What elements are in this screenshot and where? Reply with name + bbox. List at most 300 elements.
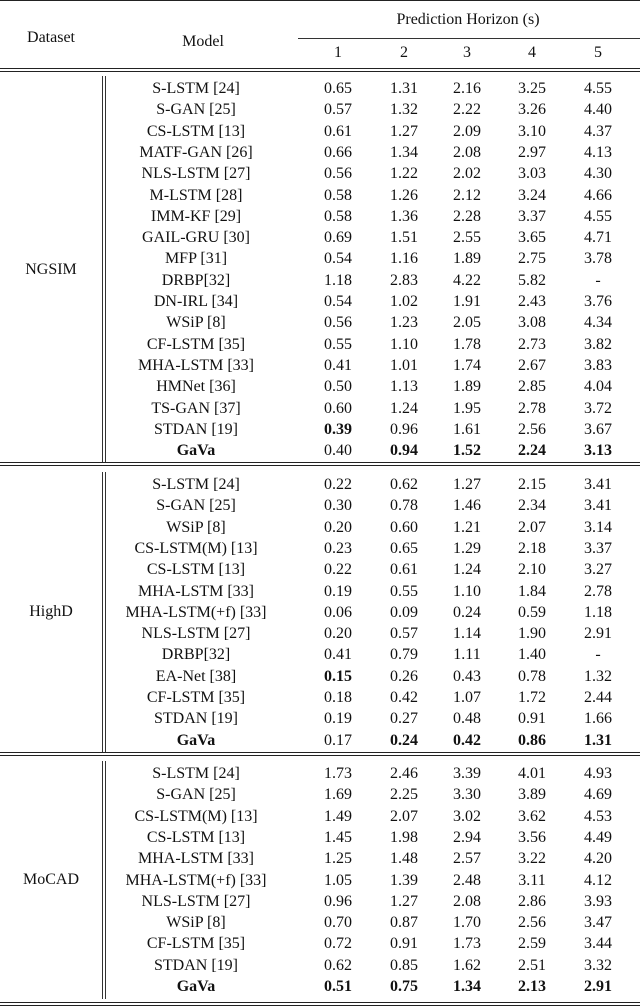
ade-value-5s: 3.32 bbox=[584, 956, 612, 974]
ade-value-5s: 1.18 bbox=[584, 603, 612, 621]
ade-value-1s: 0.19 bbox=[324, 710, 352, 728]
ade-value-1s: 0.39 bbox=[324, 420, 352, 438]
ade-value-3s: 0.42 bbox=[453, 731, 481, 749]
ade-value-2s: 0.91 bbox=[390, 935, 418, 953]
table-row bbox=[0, 708, 640, 729]
model-name: WSiP [8] bbox=[166, 314, 226, 332]
ade-value-5s: - bbox=[595, 646, 601, 664]
ade-value-3s: 1.74 bbox=[453, 356, 481, 374]
ade-value-1s: 0.61 bbox=[324, 122, 352, 140]
model-name: MHA-LSTM [33] bbox=[138, 582, 254, 600]
table-row bbox=[0, 581, 640, 602]
model-name: WSiP [8] bbox=[166, 518, 226, 536]
ade-value-4s: 3.25 bbox=[518, 80, 546, 97]
ade-value-5s: 4.71 bbox=[584, 229, 612, 247]
model-name: S-LSTM [24] bbox=[152, 765, 240, 782]
model-name: STDAN [19] bbox=[154, 420, 238, 438]
ade-value-4s: 2.24 bbox=[518, 442, 546, 460]
ade-value-4s: 3.56 bbox=[518, 828, 546, 846]
section-rule bbox=[0, 462, 640, 466]
ade-value-2s: 2.07 bbox=[390, 807, 418, 825]
table-row bbox=[0, 312, 640, 333]
table-row bbox=[0, 227, 640, 248]
model-name: GaVa bbox=[176, 442, 216, 460]
ade-value-1s: 0.20 bbox=[324, 518, 352, 536]
model-name: S-LSTM [24] bbox=[152, 476, 240, 493]
ade-value-2s: 1.51 bbox=[390, 229, 418, 247]
ade-value-3s: 2.22 bbox=[453, 101, 481, 119]
ade-value-5s: 4.40 bbox=[584, 101, 612, 119]
table-row bbox=[0, 355, 640, 376]
ade-value-3s: 2.08 bbox=[453, 143, 481, 161]
table-row bbox=[0, 78, 640, 99]
ade-value-3s: 2.08 bbox=[453, 892, 481, 910]
table-row bbox=[0, 185, 640, 206]
ade-value-2s: 1.98 bbox=[390, 828, 418, 846]
table-row bbox=[0, 121, 640, 142]
ade-value-5s: 4.13 bbox=[584, 143, 612, 161]
table-row bbox=[0, 827, 640, 848]
ade-value-2s: 0.55 bbox=[390, 582, 418, 600]
ade-value-5s: 3.47 bbox=[584, 914, 612, 932]
ade-value-3s: 1.62 bbox=[453, 956, 481, 974]
ade-value-3s: 2.16 bbox=[453, 80, 481, 97]
ade-value-2s: 2.46 bbox=[390, 765, 418, 782]
ade-value-4s: 2.59 bbox=[518, 935, 546, 953]
ade-value-1s: 0.15 bbox=[324, 667, 352, 685]
dataset-label: NGSIM bbox=[25, 260, 77, 278]
model-name: MHA-LSTM(+f) [33] bbox=[125, 871, 267, 889]
ade-value-4s: 2.86 bbox=[518, 892, 546, 910]
ade-value-4s: 0.91 bbox=[518, 710, 546, 728]
ade-value-5s: 4.37 bbox=[584, 122, 612, 140]
model-name: MHA-LSTM [33] bbox=[138, 356, 254, 374]
ade-value-3s: 1.78 bbox=[453, 335, 481, 353]
ade-value-5s: 4.34 bbox=[584, 314, 612, 332]
ade-value-4s: 2.56 bbox=[518, 420, 546, 438]
ade-value-1s: 1.18 bbox=[324, 271, 352, 289]
table-row bbox=[0, 270, 640, 291]
model-name: HMNet [36] bbox=[156, 378, 236, 396]
table-row bbox=[0, 291, 640, 312]
ade-value-4s: 2.15 bbox=[518, 476, 546, 493]
ade-value-5s: 3.44 bbox=[584, 935, 612, 953]
ade-value-2s: 0.57 bbox=[390, 625, 418, 643]
table-row bbox=[0, 474, 640, 495]
model-name: CS-LSTM [13] bbox=[146, 561, 246, 579]
ade-value-5s: 1.66 bbox=[584, 710, 612, 728]
ade-value-3s: 4.22 bbox=[453, 271, 481, 289]
ade-value-2s: 1.16 bbox=[390, 250, 418, 268]
ade-value-2s: 1.27 bbox=[390, 892, 418, 910]
ade-value-1s: 0.51 bbox=[324, 978, 352, 995]
ade-value-4s: 0.86 bbox=[518, 731, 546, 749]
table-row bbox=[0, 933, 640, 954]
ade-value-4s: 4.01 bbox=[518, 765, 546, 782]
ade-value-4s: 3.24 bbox=[518, 186, 546, 204]
table-row bbox=[0, 763, 640, 784]
table-row bbox=[0, 248, 640, 269]
ade-value-2s: 0.09 bbox=[390, 603, 418, 621]
ade-value-1s: 0.57 bbox=[324, 101, 352, 119]
ade-value-3s: 1.73 bbox=[453, 935, 481, 953]
model-name: CS-LSTM(M) [13] bbox=[134, 539, 258, 557]
ade-value-2s: 0.26 bbox=[390, 667, 418, 685]
ade-value-5s: 3.14 bbox=[584, 518, 612, 536]
ade-value-5s: 3.13 bbox=[584, 442, 612, 460]
ade-value-2s: 0.27 bbox=[390, 710, 418, 728]
table-row bbox=[0, 440, 640, 461]
ade-value-1s: 0.20 bbox=[324, 625, 352, 643]
header-horizon-3: 3 bbox=[463, 44, 471, 61]
ade-value-1s: 0.72 bbox=[324, 935, 352, 953]
ade-value-2s: 1.31 bbox=[390, 80, 418, 97]
ade-value-1s: 0.22 bbox=[324, 476, 352, 493]
model-name: TS-GAN [37] bbox=[151, 399, 241, 417]
model-name: CS-LSTM(M) [13] bbox=[134, 807, 258, 825]
ade-value-3s: 3.39 bbox=[453, 765, 481, 782]
ade-value-4s: 1.72 bbox=[518, 689, 546, 706]
model-name: M-LSTM [28] bbox=[149, 186, 243, 204]
table-row bbox=[0, 784, 640, 805]
ade-value-3s: 0.24 bbox=[453, 603, 481, 621]
model-name: MATF-GAN [26] bbox=[139, 143, 253, 161]
model-name: CF-LSTM [35] bbox=[146, 689, 246, 706]
ade-value-4s: 3.65 bbox=[518, 229, 546, 247]
ade-value-2s: 1.34 bbox=[390, 143, 418, 161]
ade-value-2s: 1.39 bbox=[390, 871, 418, 889]
ade-value-3s: 1.29 bbox=[453, 539, 481, 557]
model-name: IMM-KF [29] bbox=[150, 207, 242, 225]
ade-value-4s: 2.67 bbox=[518, 356, 546, 374]
dataset-label: MoCAD bbox=[22, 871, 79, 889]
bottom-rule bbox=[0, 1002, 640, 1006]
ade-value-3s: 2.09 bbox=[453, 122, 481, 140]
ade-value-2s: 0.85 bbox=[390, 956, 418, 974]
ade-value-4s: 2.34 bbox=[518, 497, 546, 515]
ade-value-2s: 1.13 bbox=[390, 378, 418, 396]
ade-value-3s: 1.34 bbox=[453, 978, 481, 995]
table-row bbox=[0, 99, 640, 120]
ade-value-5s: 4.55 bbox=[584, 80, 612, 97]
table-header bbox=[0, 0, 640, 67]
ade-value-4s: 2.07 bbox=[518, 518, 546, 536]
model-name: DRBP[32] bbox=[161, 271, 231, 289]
ade-value-1s: 0.70 bbox=[324, 914, 352, 932]
ade-value-2s: 0.42 bbox=[390, 689, 418, 706]
ade-value-3s: 1.95 bbox=[453, 399, 481, 417]
model-name: STDAN [19] bbox=[154, 710, 238, 728]
model-name: MHA-LSTM(+f) [33] bbox=[125, 603, 267, 621]
header-horizon-2: 2 bbox=[400, 44, 408, 61]
table-row bbox=[0, 495, 640, 516]
ade-value-1s: 0.69 bbox=[324, 229, 352, 247]
ade-value-4s: 2.51 bbox=[518, 956, 546, 974]
ade-value-3s: 1.46 bbox=[453, 497, 481, 515]
section-rule bbox=[0, 68, 640, 72]
ade-value-3s: 1.21 bbox=[453, 518, 481, 536]
ade-value-5s: 3.41 bbox=[584, 476, 612, 493]
ade-value-4s: 3.22 bbox=[518, 850, 546, 868]
ade-value-1s: 0.65 bbox=[324, 80, 352, 97]
table-row bbox=[0, 376, 640, 397]
ade-value-5s: 2.78 bbox=[584, 582, 612, 600]
ade-value-4s: 2.18 bbox=[518, 539, 546, 557]
ade-value-3s: 2.12 bbox=[453, 186, 481, 204]
ade-value-2s: 0.62 bbox=[390, 476, 418, 493]
table-row bbox=[0, 666, 640, 687]
ade-value-3s: 1.89 bbox=[453, 250, 481, 268]
ade-value-1s: 0.96 bbox=[324, 892, 352, 910]
ade-value-1s: 0.41 bbox=[324, 646, 352, 664]
model-name: DN-IRL [34] bbox=[153, 293, 239, 310]
ade-value-5s: 3.82 bbox=[584, 335, 612, 353]
ade-value-4s: 2.78 bbox=[518, 399, 546, 417]
ade-value-4s: 0.59 bbox=[518, 603, 546, 621]
ade-value-1s: 0.50 bbox=[324, 378, 352, 396]
ade-value-5s: 3.76 bbox=[584, 293, 612, 310]
model-name: S-GAN [25] bbox=[156, 101, 236, 119]
ade-value-2s: 0.78 bbox=[390, 497, 418, 515]
ade-value-5s: 3.93 bbox=[584, 892, 612, 910]
ade-value-4s: 3.62 bbox=[518, 807, 546, 825]
ade-value-4s: 1.90 bbox=[518, 625, 546, 643]
model-name: S-LSTM [24] bbox=[152, 80, 240, 97]
ade-value-5s: 3.83 bbox=[584, 356, 612, 374]
ade-value-5s: - bbox=[595, 271, 601, 289]
model-name: GAIL-GRU [30] bbox=[142, 229, 250, 247]
table-row bbox=[0, 206, 640, 227]
ade-value-1s: 0.18 bbox=[324, 689, 352, 706]
ade-value-2s: 0.60 bbox=[390, 518, 418, 536]
ade-value-2s: 1.32 bbox=[390, 101, 418, 119]
ade-value-2s: 0.24 bbox=[390, 731, 418, 749]
ade-value-1s: 1.49 bbox=[324, 807, 352, 825]
table-row bbox=[0, 559, 640, 580]
model-name: NLS-LSTM [27] bbox=[141, 892, 251, 910]
ade-value-4s: 3.37 bbox=[518, 207, 546, 225]
ade-value-3s: 1.70 bbox=[453, 914, 481, 932]
table-row bbox=[0, 870, 640, 891]
ade-value-5s: 2.91 bbox=[584, 625, 612, 643]
ade-value-2s: 0.94 bbox=[390, 442, 418, 460]
header-horizon-4: 4 bbox=[528, 44, 536, 61]
ade-value-3s: 2.05 bbox=[453, 314, 481, 332]
ade-value-1s: 0.55 bbox=[324, 335, 352, 353]
section-rule bbox=[0, 752, 640, 756]
table-row bbox=[0, 687, 640, 708]
ade-value-1s: 1.69 bbox=[324, 786, 352, 804]
ade-value-2s: 1.22 bbox=[390, 165, 418, 183]
ade-value-4s: 2.75 bbox=[518, 250, 546, 268]
ade-value-5s: 3.67 bbox=[584, 420, 612, 438]
model-name: GaVa bbox=[176, 978, 216, 995]
ade-value-5s: 4.04 bbox=[584, 378, 612, 396]
model-name: S-GAN [25] bbox=[156, 786, 236, 804]
ade-value-4s: 1.84 bbox=[518, 582, 546, 600]
dataset-label: HighD bbox=[29, 603, 73, 621]
ade-value-1s: 0.66 bbox=[324, 143, 352, 161]
header-dataset: Dataset bbox=[27, 29, 75, 46]
ade-value-3s: 2.48 bbox=[453, 871, 481, 889]
header-rule bbox=[298, 38, 640, 39]
table-row bbox=[0, 398, 640, 419]
ade-value-4s: 2.43 bbox=[518, 293, 546, 310]
ade-value-5s: 3.78 bbox=[584, 250, 612, 268]
header-prediction-horizon: Prediction Horizon (s) bbox=[396, 11, 540, 28]
ade-value-4s: 2.73 bbox=[518, 335, 546, 353]
ade-value-2s: 2.25 bbox=[390, 786, 418, 804]
table-row bbox=[0, 891, 640, 912]
ade-value-3s: 2.57 bbox=[453, 850, 481, 868]
ade-value-2s: 0.75 bbox=[390, 978, 418, 995]
ade-value-3s: 1.61 bbox=[453, 420, 481, 438]
table-row bbox=[0, 806, 640, 827]
table-row bbox=[0, 419, 640, 440]
ade-value-1s: 1.05 bbox=[324, 871, 352, 889]
ade-value-1s: 1.73 bbox=[324, 765, 352, 782]
ade-value-3s: 2.28 bbox=[453, 207, 481, 225]
ade-value-5s: 4.66 bbox=[584, 186, 612, 204]
ade-value-2s: 1.23 bbox=[390, 314, 418, 332]
ade-value-4s: 3.89 bbox=[518, 786, 546, 804]
ade-value-5s: 4.53 bbox=[584, 807, 612, 825]
ade-value-5s: 4.93 bbox=[584, 765, 612, 782]
model-name: CS-LSTM [13] bbox=[146, 122, 246, 140]
ade-value-2s: 1.26 bbox=[390, 186, 418, 204]
ade-value-1s: 0.58 bbox=[324, 207, 352, 225]
ade-value-3s: 1.14 bbox=[453, 625, 481, 643]
header-horizon-1: 1 bbox=[334, 44, 342, 61]
ade-value-4s: 2.56 bbox=[518, 914, 546, 932]
ade-value-3s: 0.43 bbox=[453, 667, 481, 685]
ade-value-2s: 0.79 bbox=[390, 646, 418, 664]
ade-value-4s: 1.40 bbox=[518, 646, 546, 664]
ade-value-5s: 4.30 bbox=[584, 165, 612, 183]
model-name: MFP [31] bbox=[164, 250, 228, 268]
ade-value-1s: 0.54 bbox=[324, 250, 352, 268]
ade-value-2s: 1.48 bbox=[390, 850, 418, 868]
ade-value-4s: 3.08 bbox=[518, 314, 546, 332]
ade-value-5s: 3.37 bbox=[584, 539, 612, 557]
ade-value-1s: 0.56 bbox=[324, 165, 352, 183]
ade-value-3s: 2.55 bbox=[453, 229, 481, 247]
ade-value-2s: 1.01 bbox=[390, 356, 418, 374]
ade-value-4s: 3.11 bbox=[518, 871, 546, 889]
ade-value-4s: 5.82 bbox=[518, 271, 546, 289]
ade-value-5s: 2.44 bbox=[584, 689, 612, 706]
ade-value-3s: 1.89 bbox=[453, 378, 481, 396]
ade-value-2s: 1.36 bbox=[390, 207, 418, 225]
table-row bbox=[0, 623, 640, 644]
ade-value-4s: 3.26 bbox=[518, 101, 546, 119]
ade-value-1s: 0.58 bbox=[324, 186, 352, 204]
ade-value-1s: 0.40 bbox=[324, 442, 352, 460]
ade-value-3s: 0.48 bbox=[453, 710, 481, 728]
model-name: CS-LSTM [13] bbox=[146, 828, 246, 846]
ade-value-1s: 0.62 bbox=[324, 956, 352, 974]
ade-value-5s: 4.49 bbox=[584, 828, 612, 846]
ade-value-3s: 3.02 bbox=[453, 807, 481, 825]
ade-value-4s: 2.10 bbox=[518, 561, 546, 579]
ade-value-3s: 1.07 bbox=[453, 689, 481, 706]
table-row bbox=[0, 644, 640, 665]
ade-value-1s: 0.23 bbox=[324, 539, 352, 557]
ade-value-1s: 0.17 bbox=[324, 731, 352, 749]
table-row bbox=[0, 517, 640, 538]
model-name: CF-LSTM [35] bbox=[146, 935, 246, 953]
ade-value-4s: 3.10 bbox=[518, 122, 546, 140]
ade-value-2s: 1.27 bbox=[390, 122, 418, 140]
ade-value-1s: 0.06 bbox=[324, 603, 352, 621]
table-row bbox=[0, 142, 640, 163]
table-row bbox=[0, 848, 640, 869]
table-row bbox=[0, 912, 640, 933]
table-row bbox=[0, 538, 640, 559]
header-model: Model bbox=[182, 33, 224, 50]
ade-value-2s: 1.24 bbox=[390, 399, 418, 417]
model-name: WSiP [8] bbox=[166, 914, 226, 932]
ade-value-1s: 0.56 bbox=[324, 314, 352, 332]
ade-value-1s: 1.25 bbox=[324, 850, 352, 868]
ade-value-2s: 0.87 bbox=[390, 914, 418, 932]
ade-value-2s: 2.83 bbox=[390, 271, 418, 289]
ade-value-5s: 3.41 bbox=[584, 497, 612, 515]
ade-value-1s: 0.30 bbox=[324, 497, 352, 515]
ade-value-1s: 0.60 bbox=[324, 399, 352, 417]
model-name: MHA-LSTM [33] bbox=[138, 850, 254, 868]
ade-value-2s: 1.10 bbox=[390, 335, 418, 353]
ade-value-2s: 1.02 bbox=[390, 293, 418, 310]
ade-value-4s: 2.85 bbox=[518, 378, 546, 396]
ade-value-5s: 1.32 bbox=[584, 667, 612, 685]
model-name: NLS-LSTM [27] bbox=[141, 625, 251, 643]
ade-value-4s: 2.97 bbox=[518, 143, 546, 161]
ade-value-3s: 2.02 bbox=[453, 165, 481, 183]
ade-value-5s: 3.27 bbox=[584, 561, 612, 579]
ade-value-2s: 0.65 bbox=[390, 539, 418, 557]
ade-value-3s: 1.11 bbox=[453, 646, 481, 664]
ade-value-1s: 0.54 bbox=[324, 293, 352, 310]
ade-value-4s: 3.03 bbox=[518, 165, 546, 183]
model-name: S-GAN [25] bbox=[156, 497, 236, 515]
ade-value-5s: 4.12 bbox=[584, 871, 612, 889]
ade-value-5s: 3.72 bbox=[584, 399, 612, 417]
model-name: GaVa bbox=[176, 731, 216, 749]
model-name: NLS-LSTM [27] bbox=[141, 165, 251, 183]
model-name: DRBP[32] bbox=[161, 646, 231, 664]
ade-value-4s: 2.13 bbox=[518, 978, 546, 995]
ade-value-3s: 1.24 bbox=[453, 561, 481, 579]
ade-value-3s: 3.30 bbox=[453, 786, 481, 804]
ade-value-2s: 0.61 bbox=[390, 561, 418, 579]
ade-value-5s: 4.55 bbox=[584, 207, 612, 225]
ade-value-1s: 1.45 bbox=[324, 828, 352, 846]
table-row bbox=[0, 976, 640, 997]
ade-value-5s: 4.20 bbox=[584, 850, 612, 868]
table-row bbox=[0, 334, 640, 355]
model-name: CF-LSTM [35] bbox=[146, 335, 246, 353]
ade-value-3s: 1.91 bbox=[453, 293, 481, 310]
ade-value-3s: 1.52 bbox=[453, 442, 481, 460]
ade-value-1s: 0.19 bbox=[324, 582, 352, 600]
table-row bbox=[0, 602, 640, 623]
model-name: STDAN [19] bbox=[154, 956, 238, 974]
ade-value-1s: 0.41 bbox=[324, 356, 352, 374]
table-row bbox=[0, 730, 640, 751]
header-horizon-5: 5 bbox=[594, 44, 602, 61]
ade-value-5s: 2.91 bbox=[584, 978, 612, 995]
